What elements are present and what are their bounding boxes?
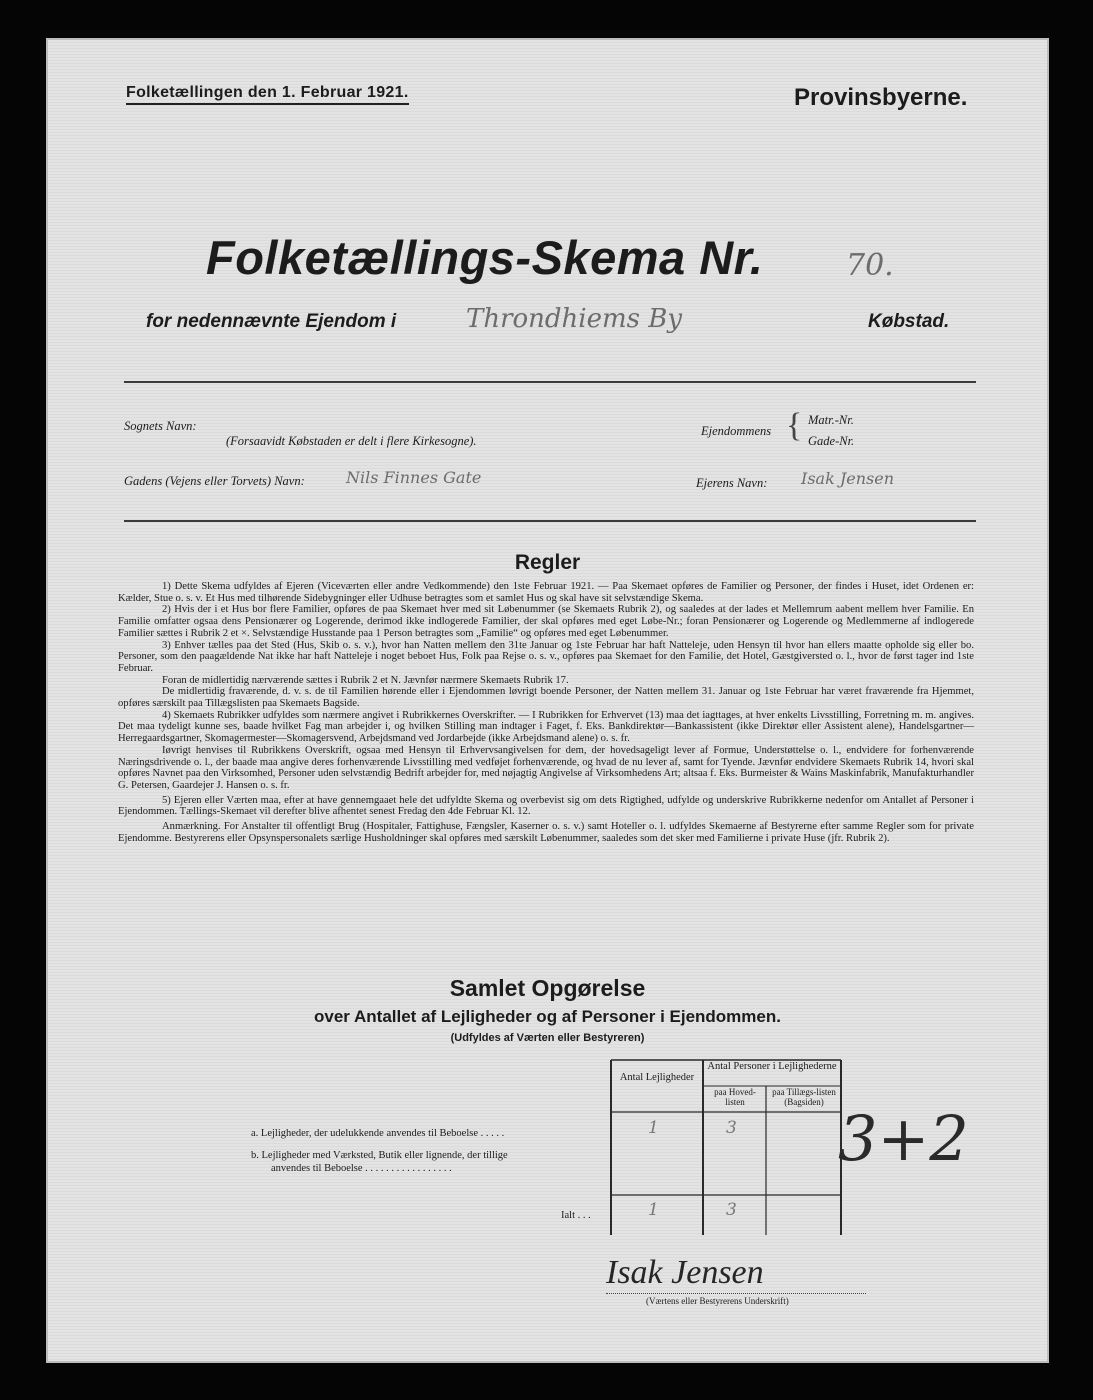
- col-lejligheder-header: Antal Lejligheder: [619, 1072, 695, 1083]
- form-title: Folketællings-Skema Nr.: [206, 231, 764, 284]
- summary-subtitle: over Antallet af Lejligheder og af Personer i Ejendommen.: [314, 1007, 781, 1026]
- rule-paragraph: 4) Skemaets Rubrikker udfyldes som nærmere angivet i Rubrikkernes Overskrifter. — I Rubrikken for Erhvervet (13) maa det iagttages, at hver enkelts Livsstilling, Forretning m. m. angives. Det maa tydeligt kunne ses, baade hvilket Fag man arbejder i, og hvilken Stilling man indtager i Faget, f. Eks. Bankdirektør—Bankassistent (ikke Direktør eller Assistent alene), Handelsgartner—Herregaardsgartner, Skomagermester—Skomagersvend, Arbejdsmand ved Jordarbejde (ikke Arbejdsmand alene) o. s. fr.: [118, 709, 974, 745]
- property-label: for nedennævnte Ejendom i: [146, 311, 397, 332]
- rule-paragraph: Foran de midlertidig nærværende sættes i Rubrik 2 et N. Jævnfør nærmere Skemaets Rubrik 17.: [162, 674, 569, 686]
- col-hovedlisten-header: paa Hoved-listen: [714, 1087, 756, 1107]
- parish-label: Sognets Navn:: [124, 419, 197, 433]
- rule-paragraph: 3) Enhver tælles paa det Sted (Hus, Skib o. s. v.), hvor han Natten mellem den 31te Januar og 1ste Februar har haft Natteleje, uden Hensyn til hvor han ellers maatte opholde sig eller bo. Personer, som den paagældende Nat ikke har haft Natteleje i noget beboet Hus, Folk paa Rejse o. s. v., opføres paa Skemaet for den Familie, det Hotel, Gæstgiversted o. l., hvor de først tager ind 1ste Februar.: [118, 639, 974, 674]
- handwritten-total: 3+2: [838, 1102, 969, 1175]
- rules-title: Regler: [514, 551, 581, 574]
- col-tillaegslisten-header: paa Tillægs-listen (Bagsiden): [772, 1087, 836, 1107]
- row-a-label: a. Lejligheder, der udelukkende anvendes til Beboelse . . . . .: [251, 1128, 505, 1139]
- summary-title: Samlet Opgørelse: [449, 975, 646, 1001]
- rule-paragraph: De midlertidig fraværende, d. v. s. de til Familien hørende eller i Ejendommen løvrigt boende Personer, der Natten mellem 31. Januar og 1ste Februar har været fraværende fra Hjemmet, opføres særskilt paa Tillægslisten paa Skemaets Bagside.: [118, 686, 974, 710]
- row-a-lejligheder-value: 1: [648, 1118, 659, 1138]
- street-label: Gadens (Vejens eller Torvets) Navn:: [124, 474, 305, 488]
- ialt-lejligheder-value: 1: [648, 1200, 659, 1220]
- property-numbers-label: Ejendommens: [701, 424, 772, 438]
- rule-paragraph: 2) Hvis der i et Hus bor flere Familier, opføres de paa Skemaet hver med sit Løbenummer (se Skemaets Rubrik 2), og saaledes at der lades et Mellemrum aabent mellem hver Familie. En Familie omfatter ogsaa dens Pensionærer og Logerende, derimod ikke indlogerede Familier, der skal opføres med eget Løbe-Nr.; foran Pensionærer og Logerende og Medlemmerne af indlogerede Familier sættes i Rubrik 2 et ×. Selvstændige Husstande paa 1 Person betragtes som „Familie“ og opføres med eget Løbenummer.: [118, 604, 974, 639]
- signature-line: [606, 1293, 866, 1294]
- ialt-hovedlisten-value: 3: [726, 1200, 737, 1220]
- property-city-value: Throndhiems By: [466, 304, 683, 334]
- schema-number: 70.: [846, 248, 894, 283]
- owner-label: Ejerens Navn:: [696, 476, 768, 490]
- brace-icon: {: [786, 407, 803, 444]
- census-date-label: Folketællingen den 1. Februar 1921.: [126, 84, 409, 105]
- parish-note: (Forsaavidt Købstaden er delt i flere Kirkesogne).: [226, 434, 477, 448]
- gade-nr-label: Gade-Nr.: [808, 434, 855, 448]
- census-form-page: [46, 38, 1049, 1363]
- row-ialt-label: Ialt . . .: [561, 1210, 591, 1221]
- region-label: Provinsbyerne.: [794, 84, 968, 111]
- rule-paragraph: 1) Dette Skema udfyldes af Ejeren (Viceværten eller andre Vedkommende) den 1ste Februar 1921. — Paa Skemaet opføres de Familier og Personer, der findes i Huset, idet Ordenen er: Kælder, Stue o. s. v. Et Hus med tilhørende Sidebygninger eller Udhuse betragtes som et samlet Hus og skal have sit selvstændige Skema.: [118, 581, 974, 604]
- owner-value: Isak Jensen: [801, 469, 895, 488]
- row-b-label: b. Lejligheder med Værksted, Butik eller lignende, der tillige: [251, 1150, 508, 1161]
- row-b-label-cont: anvendes til Beboelse . . . . . . . . . . . . . . . . .: [271, 1163, 452, 1174]
- rule-paragraph: Anmærkning. For Anstalter til offentligt Brug (Hospitaler, Fattighuse, Fængsler, Kaserner o. s. v.) samt Hoteller o. l. udfyldes Skemaerne af Bestyrerne efter samme Regler som for private Ejendomme. Bestyrerens eller Opsynspersonalets særlige Husholdninger skal opføres med særskilt Løbenummer, saaledes som det sker med Familierne i private Huse (jfr. Rubrik 2).: [118, 821, 974, 844]
- row-a-hovedlisten-value: 3: [726, 1118, 737, 1138]
- rule-paragraph: Iøvrigt henvises til Rubrikkens Overskrift, ogsaa med Hensyn til Erhvervsangivelsen for dem, der hovedsageligt lever af Formue, Understøttelse o. l., endvidere for forhenværende Næringsdrivende o. l., der baade maa angive deres forhenværende Livsstilling med vedføjet forhenværende, og hvad de nu lever af, samt for Tyende. Jævnfør endvidere Skemaets Rubrik 14, hvori skal opføres Navnet paa den Virksomhed, Personer uden selvstændig Bedrift arbejder for, med nøjagtig Angivelse af Virksomhedens Art; altsaa f. Eks. Burmeister & Wains Maskinfabrik, Manufakturhandler G. Petersen, Gaardejer J. Hansen o. s. fr.: [118, 744, 974, 791]
- matr-nr-label: Matr.-Nr.: [808, 413, 854, 427]
- kobstad-label: Købstad.: [868, 311, 950, 332]
- signature-caption: (Værtens eller Bestyrerens Underskrift): [646, 1296, 789, 1306]
- street-value: Nils Finnes Gate: [346, 468, 482, 487]
- owner-signature: Isak Jensen: [606, 1254, 764, 1291]
- col-personer-header: Antal Personer i Lejlighederne: [707, 1061, 837, 1072]
- rule-paragraph: 5) Ejeren eller Værten maa, efter at have gennemgaaet hele det udfyldte Skema og overbevist sig om dets Rigtighed, udfylde og underskrive Rubrikkerne nedenfor om Antallet af Personer i Ejendommen. Tællings-Skemaet vil derefter blive afhentet senest Fredag den 4de Februar Kl. 12.: [118, 794, 974, 818]
- summary-note: (Udfyldes af Værten eller Bestyreren): [450, 1032, 645, 1044]
